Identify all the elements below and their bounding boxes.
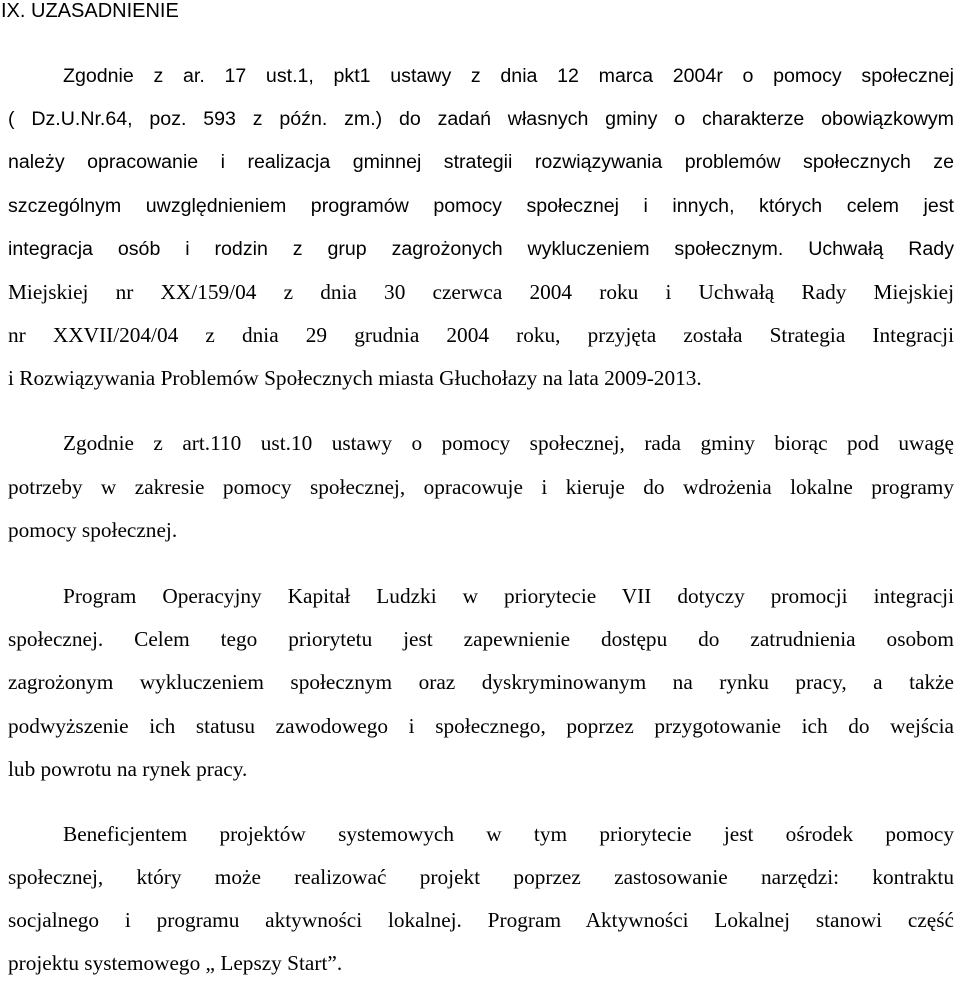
paragraph-2-line-2: potrzeby w zakresie pomocy społecznej, opracowuje i kieruje do wdrożenia lokalne programy — [8, 475, 954, 499]
paragraph-4-line-3: socjalnego i programu aktywności lokalnej. Program Aktywności Lokalnej stanowi część — [8, 908, 954, 932]
paragraph-1-line-5: integracja osób i rodzin z grup zagrożonych wykluczeniem społecznym. Uchwałą Rady — [8, 238, 954, 260]
paragraph-1-line-7: nr XXVII/204/04 z dnia 29 grudnia 2004 roku, przyjęta została Strategia Integracji — [8, 323, 954, 347]
paragraph-4-line-4: projektu systemowego „ Lepszy Start”. — [8, 951, 343, 975]
paragraph-1-line-4: szczególnym uwzględnieniem programów pomocy społecznej i innych, których celem jest — [8, 195, 954, 217]
paragraph-1-line-3: należy opracowanie i realizacja gminnej strategii rozwiązywania problemów społecznych ze — [8, 151, 954, 173]
paragraph-3-line-4: podwyższenie ich statusu zawodowego i społecznego, poprzez przygotowanie ich do wejścia — [8, 714, 954, 738]
paragraph-3-line-5: lub powrotu na rynek pracy. — [8, 757, 248, 781]
paragraph-3-line-3: zagrożonym wykluczeniem społecznym oraz dyskryminowanym na rynku pracy, a także — [8, 670, 954, 694]
paragraph-3-line-1: Program Operacyjny Kapitał Ludzki w priorytecie VII dotyczy promocji integracji — [63, 584, 954, 608]
paragraph-1-line-8: i Rozwiązywania Problemów Społecznych miasta Głuchołazy na lata 2009-2013. — [8, 366, 702, 390]
paragraph-1-line-6: Miejskiej nr XX/159/04 z dnia 30 czerwca 2004 roku i Uchwałą Rady Miejskiej — [8, 280, 954, 304]
paragraph-3-line-2: społecznej. Celem tego priorytetu jest zapewnienie dostępu do zatrudnienia osobom — [8, 627, 954, 651]
paragraph-4-line-1: Beneficjentem projektów systemowych w tym priorytecie jest ośrodek pomocy — [63, 822, 954, 846]
paragraph-4-line-2: społecznej, który może realizować projekt poprzez zastosowanie narzędzi: kontraktu — [8, 865, 954, 889]
paragraph-2-line-3: pomocy społecznej. — [8, 518, 178, 542]
paragraph-1-line-2: ( Dz.U.Nr.64, poz. 593 z późn. zm.) do zadań własnych gminy o charakterze obowiązkowym — [8, 108, 954, 130]
section-heading: IX. UZASADNIENIE — [1, 0, 179, 22]
paragraph-1-line-1: Zgodnie z ar. 17 ust.1, pkt1 ustawy z dnia 12 marca 2004r o pomocy społecznej — [63, 65, 954, 87]
paragraph-2-line-1: Zgodnie z art.110 ust.10 ustawy o pomocy społecznej, rada gminy biorąc pod uwagę — [63, 431, 954, 455]
